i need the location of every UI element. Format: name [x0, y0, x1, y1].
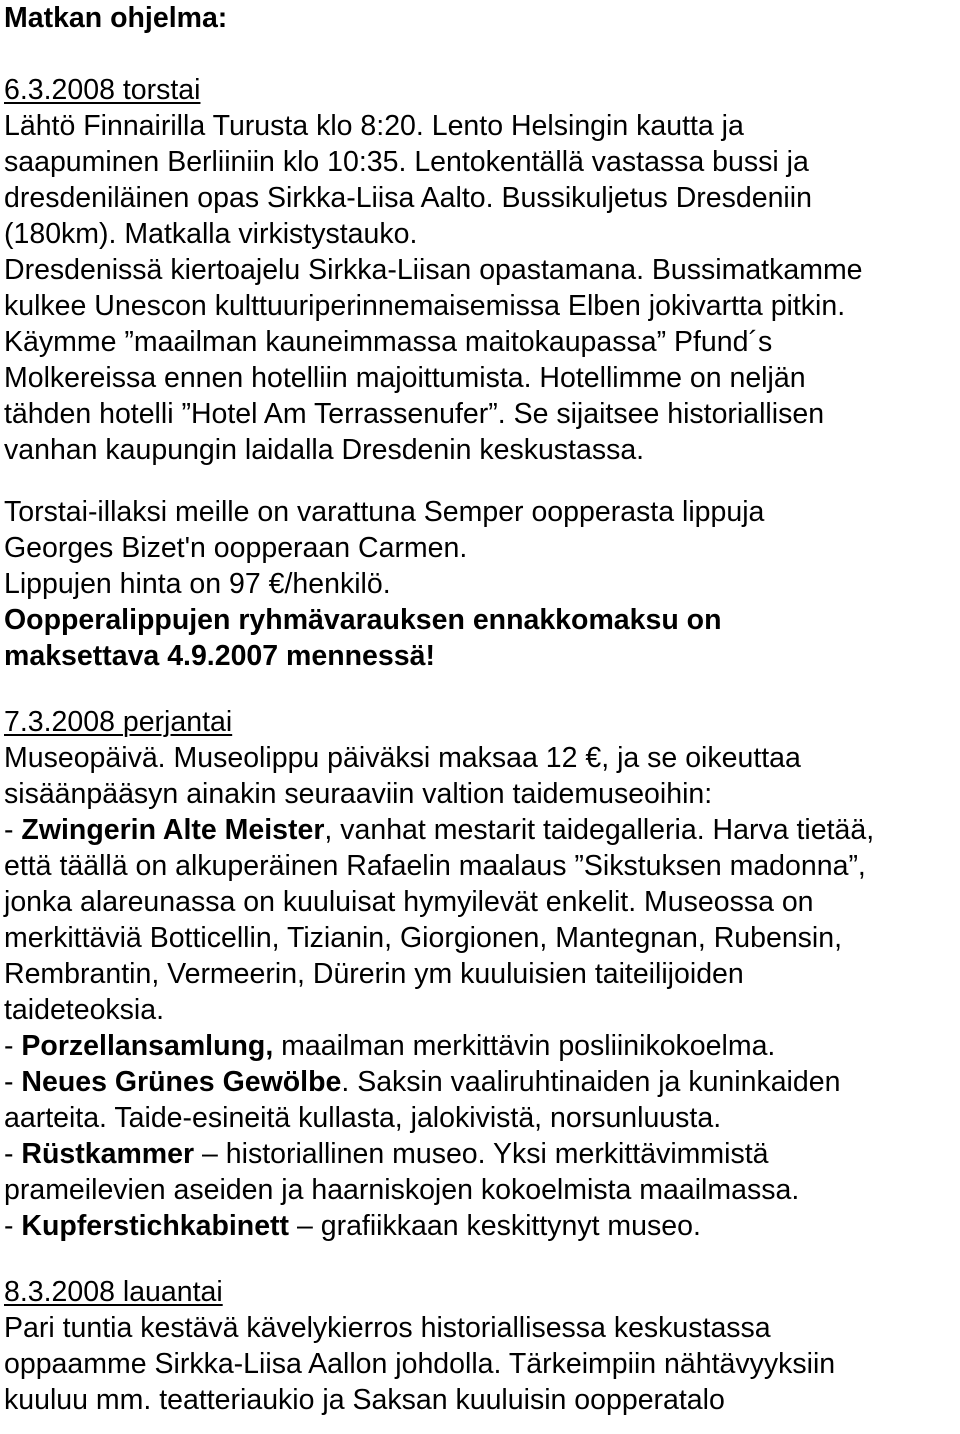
text-line: Lähtö Finnairilla Turusta klo 8:20. Lento Helsingin kautta ja: [4, 110, 744, 142]
text-line: että täällä on alkuperäinen Rafaelin maalaus ”Sikstuksen madonna”,: [4, 850, 866, 882]
text-line: kulkee Unescon kulttuuriperinnemaisemissa Elben jokivartta pitkin.: [4, 290, 846, 322]
text-line: tähden hotelli ”Hotel Am Terrassenufer”. Se sijaitsee historiallisen: [4, 398, 825, 430]
day-description: [4, 108, 960, 468]
museum-intro: [4, 740, 960, 812]
text-line: oppaamme Sirkka-Liisa Aallon johdolla. Tärkeimpiin nähtävyyksiin: [4, 1348, 836, 1380]
museum-item: [4, 1208, 960, 1244]
text-line: Lippujen hinta on 97 €/henkilö.: [4, 568, 391, 600]
museum-item: [4, 1028, 960, 1064]
museum-item: [4, 1136, 960, 1208]
day-description: [4, 1310, 960, 1418]
museum-name: Kupferstichkabinett: [21, 1210, 290, 1242]
text-line: saapuminen Berliiniin klo 10:35. Lentokentällä vastassa bussi ja: [4, 146, 809, 178]
museum-name: Zwingerin Alte Meister: [21, 814, 325, 846]
opera-info: [4, 494, 960, 602]
text-line: (180km). Matkalla virkistystauko.: [4, 218, 418, 250]
text-line: Pari tuntia kestävä kävelykierros historiallisessa keskustassa: [4, 1312, 771, 1344]
list-dash: -: [4, 1066, 22, 1098]
museum-text: – grafiikkaan keskittynyt museo.: [289, 1210, 701, 1242]
museum-item: [4, 812, 960, 1028]
text-line: aarteita. Taide-esineitä kullasta, jalokivistä, norsunluusta.: [4, 1102, 722, 1134]
payment-notice: [4, 602, 960, 674]
text-line: Molkereissa ennen hotelliin majoittumista. Hotellimme on neljän: [4, 362, 806, 394]
text-line: prameilevien aseiden ja haarniskojen kokoelmista maailmassa.: [4, 1174, 800, 1206]
museum-name: Neues Grünes Gewölbe: [21, 1066, 342, 1098]
text-line: sisäänpääsyn ainakin seuraaviin valtion taidemuseoihin:: [4, 778, 713, 810]
museum-text: maailman merkittävin posliinikokoelma.: [273, 1030, 776, 1062]
text-line: kuuluu mm. teatteriaukio ja Saksan kuuluisin oopperatalo: [4, 1384, 725, 1416]
museum-name: Rüstkammer: [21, 1138, 195, 1170]
text-line: merkittäviä Botticellin, Tizianin, Giorgionen, Mantegnan, Rubensin,: [4, 922, 843, 954]
day-section-2: [4, 704, 960, 1244]
text-line: maksettava 4.9.2007 mennessä!: [4, 640, 435, 672]
day-section-1: [4, 72, 960, 674]
day-date: 7.3.2008 perjantai: [4, 706, 233, 738]
museum-list: [4, 812, 960, 1244]
museum-text: . Saksin vaaliruhtinaiden ja kuninkaiden: [341, 1066, 841, 1098]
text-line: Käymme ”maailman kauneimmassa maitokaupassa” Pfund´s: [4, 326, 773, 358]
list-dash: -: [4, 814, 22, 846]
museum-name: Porzellansamlung,: [21, 1030, 274, 1062]
document-title: Matkan ohjelma:: [4, 2, 228, 34]
text-line: Rembrantin, Vermeerin, Dürerin ym kuuluisien taiteilijoiden: [4, 958, 744, 990]
day-date: 6.3.2008 torstai: [4, 74, 201, 106]
day-date: 8.3.2008 lauantai: [4, 1276, 223, 1308]
text-line: dresdeniläinen opas Sirkka-Liisa Aalto. Bussikuljetus Dresdeniin: [4, 182, 812, 214]
text-line: jonka alareunassa on kuuluisat hymyilevät enkelit. Museossa on: [4, 886, 814, 918]
museum-item: [4, 1064, 960, 1136]
text-line: taideteoksia.: [4, 994, 165, 1026]
museum-text: – historiallinen museo. Yksi merkittävimmistä: [194, 1138, 769, 1170]
list-dash: -: [4, 1138, 22, 1170]
text-line: Museopäivä. Museolippu päiväksi maksaa 12 €, ja se oikeuttaa: [4, 742, 801, 774]
text-line: Oopperalippujen ryhmävarauksen ennakkomaksu on: [4, 604, 722, 636]
text-line: Torstai-illaksi meille on varattuna Semper oopperasta lippuja: [4, 496, 765, 528]
text-line: Dresdenissä kiertoajelu Sirkka-Liisan opastamana. Bussimatkamme: [4, 254, 863, 286]
list-dash: -: [4, 1210, 22, 1242]
museum-text: , vanhat mestarit taidegalleria. Harva tietää,: [324, 814, 875, 846]
list-dash: -: [4, 1030, 22, 1062]
text-line: vanhan kaupungin laidalla Dresdenin keskustassa.: [4, 434, 645, 466]
day-section-3: [4, 1274, 960, 1418]
text-line: Georges Bizet'n oopperaan Carmen.: [4, 532, 468, 564]
